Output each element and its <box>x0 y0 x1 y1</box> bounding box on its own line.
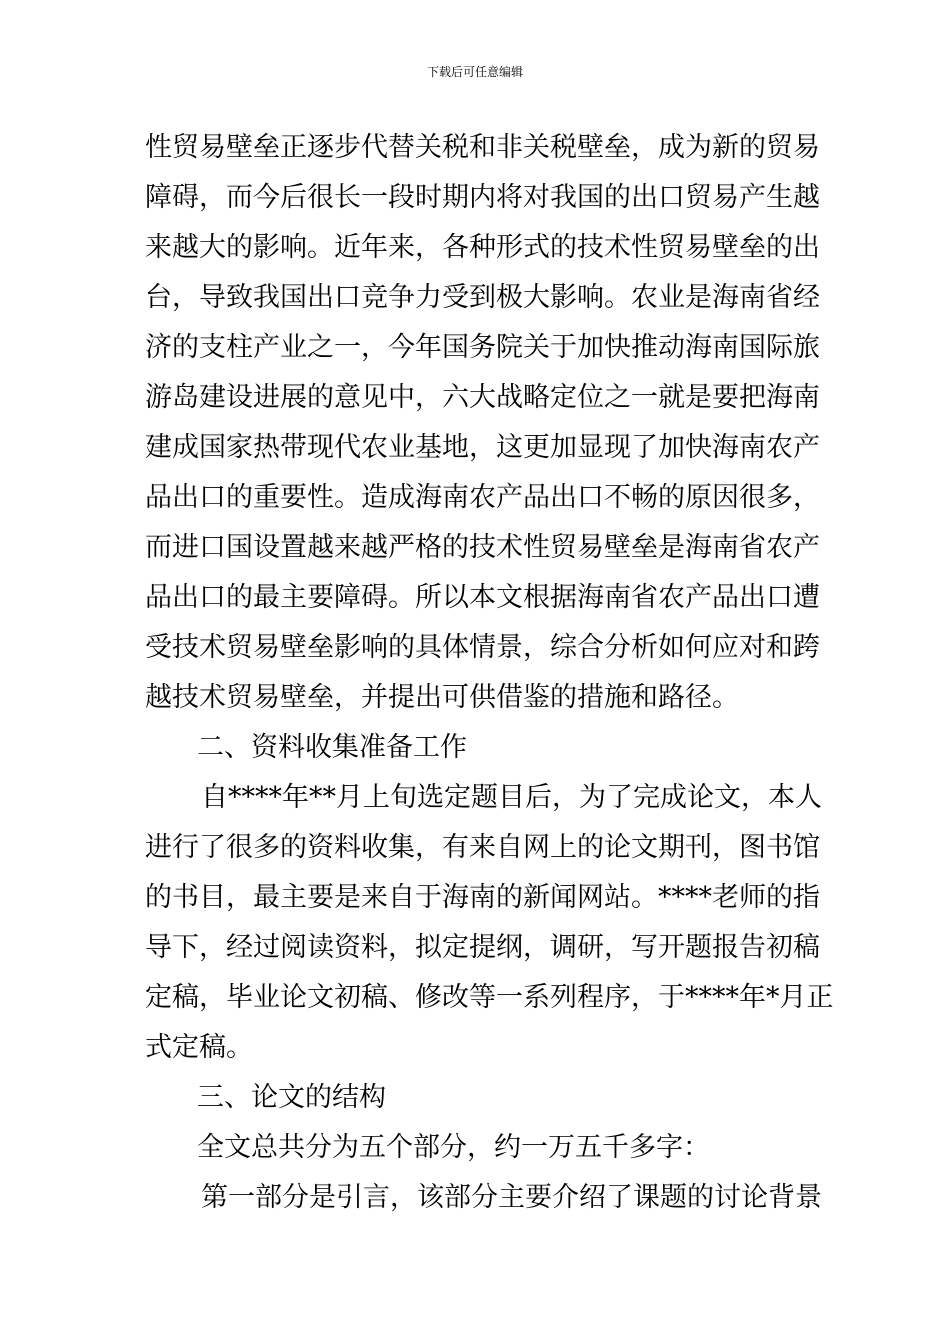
body-text-line-11: 受技术贸易壁垒影响的具体情景，综合分析如何应对和跨 <box>145 632 820 663</box>
body-text-line-17: 定稿，毕业论文初稿、修改等一系列程序，于****年*月正 <box>145 982 834 1013</box>
body-text-line-9: 而进口国设置越来越严格的技术性贸易壁垒是海南省农产 <box>145 532 820 563</box>
section-heading-2: 二、资料收集准备工作 <box>197 732 467 763</box>
body-text-line-2: 障碍，而今后很长一段时期内将对我国的出口贸易产生越 <box>145 182 820 213</box>
body-text-line-1: 性贸易壁垒正逐步代替关税和非关税壁垒，成为新的贸易 <box>145 132 820 163</box>
body-text-line-6: 游岛建设进展的意见中，六大战略定位之一就是要把海南 <box>145 382 820 413</box>
body-text-line-14: 进行了很多的资料收集，有来自网上的论文期刊，图书馆 <box>145 832 820 863</box>
body-text-line-7: 建成国家热带现代农业基地，这更加显现了加快海南农产 <box>145 432 820 463</box>
body-text-line-12: 越技术贸易壁垒，并提出可供借鉴的措施和路径。 <box>145 682 739 713</box>
body-text-line-3: 来越大的影响。近年来，各种形式的技术性贸易壁垒的出 <box>145 232 820 263</box>
body-text-line-20: 第一部分是引言，该部分主要介绍了课题的讨论背景 <box>201 1182 822 1213</box>
body-text-line-13: 自****年**月上旬选定题目后，为了完成论文，本人 <box>201 782 822 813</box>
body-text-line-5: 济的支柱产业之一，今年国务院关于加快推动海南国际旅 <box>145 332 820 363</box>
page-header: 下载后可任意编辑 <box>426 65 523 79</box>
section-heading-3: 三、论文的结构 <box>197 1082 386 1113</box>
body-text-line-16: 导下，经过阅读资料，拟定提纲，调研，写开题报告初稿 <box>145 932 820 963</box>
body-text-line-8: 品出口的重要性。造成海南农产品出口不畅的原因很多， <box>145 482 820 513</box>
body-text-line-18: 式定稿。 <box>145 1032 253 1063</box>
body-text-line-15: 的书目，最主要是来自于海南的新闻网站。****老师的指 <box>145 882 820 913</box>
body-text-line-19: 全文总共分为五个部分，约一万五千多字： <box>197 1132 710 1163</box>
body-text-line-4: 台，导致我国出口竞争力受到极大影响。农业是海南省经 <box>145 282 820 313</box>
body-text-line-10: 品出口的最主要障碍。所以本文根据海南省农产品出口遭 <box>145 582 820 613</box>
